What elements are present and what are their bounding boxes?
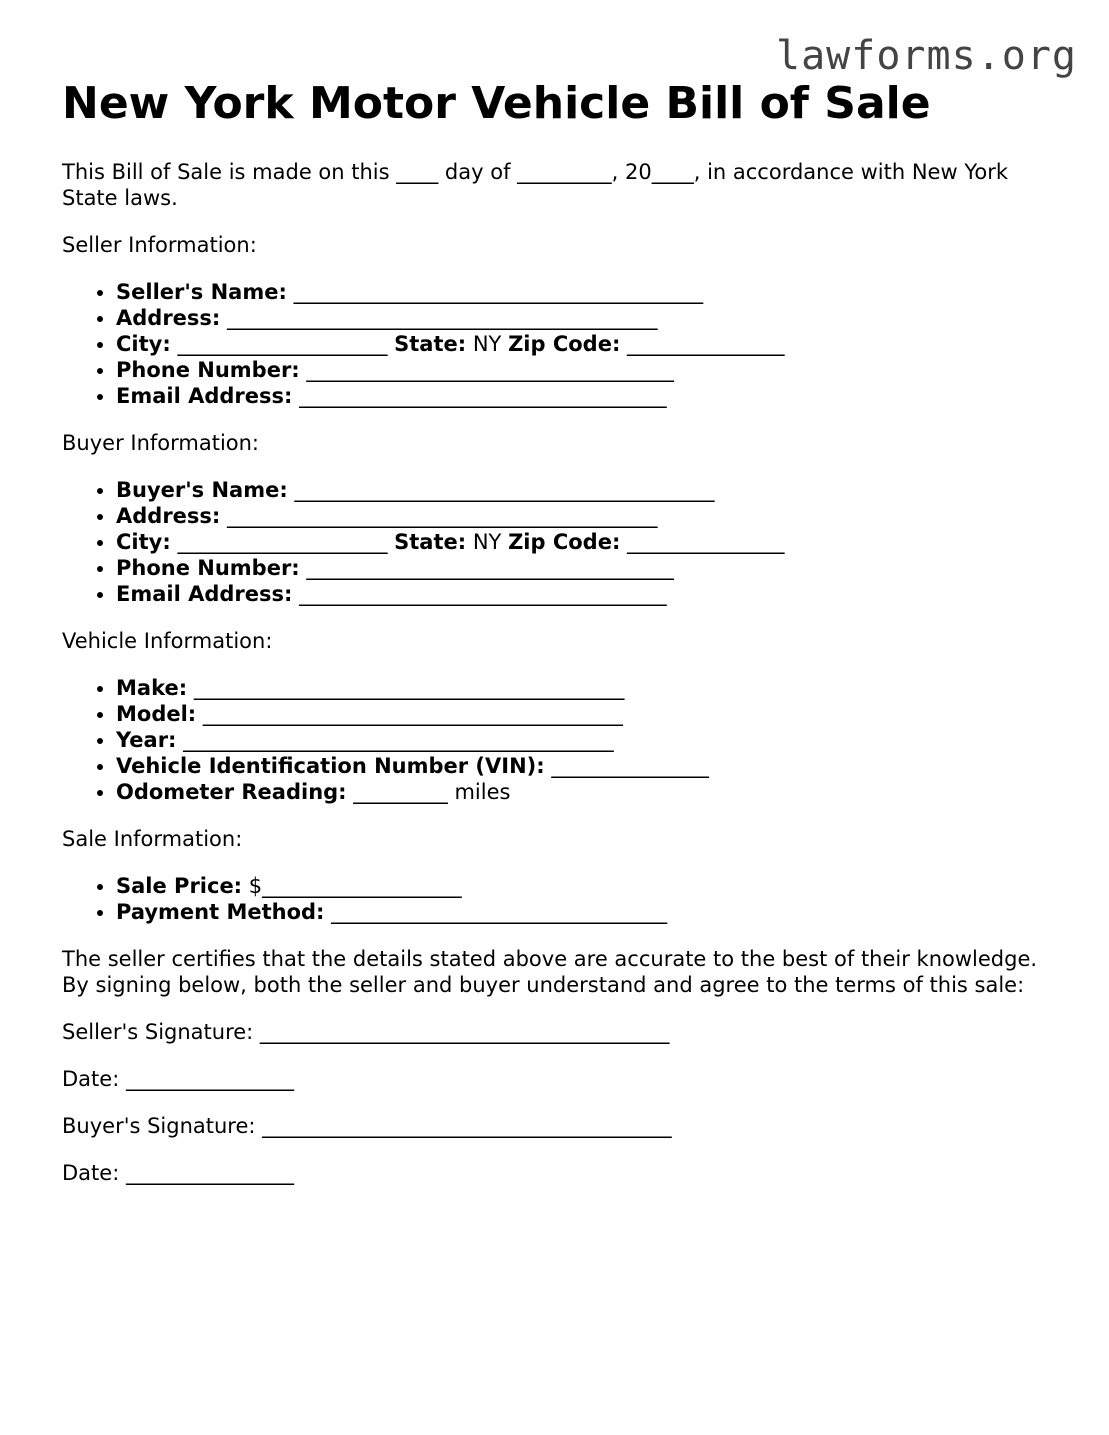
document-body bbox=[62, 159, 1062, 1207]
vehicle-year-field[interactable]: _________________________________________ bbox=[183, 728, 614, 752]
buyer-date-line[interactable]: Date: ________________ bbox=[62, 1161, 294, 1185]
sale-price-field[interactable]: $___________________ bbox=[248, 874, 462, 898]
odometer-unit: miles bbox=[454, 780, 511, 804]
seller-zip-field[interactable]: _______________ bbox=[627, 332, 785, 356]
field-label: Make: bbox=[116, 676, 188, 700]
field-label: City: bbox=[116, 530, 171, 554]
buyer-state-value: NY bbox=[472, 530, 502, 554]
seller-section-heading: Seller Information: bbox=[62, 233, 257, 257]
field-label: City: bbox=[116, 332, 171, 356]
vehicle-info-list bbox=[62, 675, 1062, 805]
seller-phone-field[interactable]: ___________________________________ bbox=[306, 358, 674, 382]
field-label: Email Address: bbox=[116, 582, 293, 606]
field-label: Sale Price: bbox=[116, 874, 243, 898]
buyer-address-item bbox=[116, 503, 1062, 529]
field-label: Phone Number: bbox=[116, 358, 300, 382]
buyer-name-field[interactable]: ________________________________________ bbox=[294, 478, 715, 502]
buyer-city-item bbox=[116, 529, 1062, 555]
buyer-zip-field[interactable]: _______________ bbox=[627, 530, 785, 554]
buyer-signature-line[interactable]: Buyer's Signature: _______________________________________ bbox=[62, 1114, 672, 1138]
seller-signature-line[interactable]: Seller's Signature: _______________________________________ bbox=[62, 1020, 670, 1044]
payment-method-field[interactable]: ________________________________ bbox=[331, 900, 668, 924]
watermark: lawforms.org bbox=[776, 33, 1077, 79]
seller-date-line[interactable]: Date: ________________ bbox=[62, 1067, 294, 1091]
vehicle-make-item bbox=[116, 675, 1062, 701]
seller-state-value: NY bbox=[472, 332, 502, 356]
seller-city-field[interactable]: ____________________ bbox=[177, 332, 388, 356]
seller-email-field[interactable]: ___________________________________ bbox=[299, 384, 667, 408]
sale-price-item bbox=[116, 873, 1062, 899]
field-label: Zip Code: bbox=[508, 530, 621, 554]
payment-method-item bbox=[116, 899, 1062, 925]
buyer-email-item bbox=[116, 581, 1062, 607]
page-title: New York Motor Vehicle Bill of Sale bbox=[62, 78, 931, 129]
vehicle-year-item bbox=[116, 727, 1062, 753]
vehicle-vin-item bbox=[116, 753, 1062, 779]
field-label: Zip Code: bbox=[508, 332, 621, 356]
field-label: Address: bbox=[116, 504, 221, 528]
buyer-email-field[interactable]: ___________________________________ bbox=[299, 582, 667, 606]
vehicle-model-field[interactable]: ________________________________________ bbox=[202, 702, 623, 726]
vehicle-make-field[interactable]: _________________________________________ bbox=[193, 676, 625, 700]
buyer-phone-item bbox=[116, 555, 1062, 581]
vehicle-vin-field[interactable]: _______________ bbox=[551, 754, 709, 778]
buyer-name-item bbox=[116, 477, 1062, 503]
vehicle-section-heading: Vehicle Information: bbox=[62, 629, 273, 653]
vehicle-odometer-field[interactable]: _________ bbox=[353, 780, 448, 804]
buyer-address-field[interactable]: _________________________________________ bbox=[227, 504, 658, 528]
field-label: Model: bbox=[116, 702, 197, 726]
field-label: Email Address: bbox=[116, 384, 293, 408]
field-label: Odometer Reading: bbox=[116, 780, 347, 804]
field-label: Vehicle Identification Number (VIN): bbox=[116, 754, 545, 778]
seller-info-list bbox=[62, 279, 1062, 409]
field-label: Payment Method: bbox=[116, 900, 325, 924]
seller-address-field[interactable]: _________________________________________ bbox=[227, 306, 658, 330]
seller-phone-item bbox=[116, 357, 1062, 383]
vehicle-model-item bbox=[116, 701, 1062, 727]
field-label: State: bbox=[394, 332, 467, 356]
sale-info-list bbox=[62, 873, 1062, 925]
seller-name-field[interactable]: _______________________________________ bbox=[293, 280, 704, 304]
seller-name-item bbox=[116, 279, 1062, 305]
field-label: State: bbox=[394, 530, 467, 554]
field-label: Seller's Name: bbox=[116, 280, 287, 304]
field-label: Address: bbox=[116, 306, 221, 330]
buyer-info-list bbox=[62, 477, 1062, 607]
intro-paragraph: This Bill of Sale is made on this ____ day of _________, 20____, in accordance with New York State laws. bbox=[62, 160, 1008, 210]
certification-paragraph: The seller certifies that the details stated above are accurate to the best of their knowledge. By signing below, both the seller and buyer understand and agree to the terms of this sale: bbox=[62, 947, 1038, 997]
seller-email-item bbox=[116, 383, 1062, 409]
seller-city-item bbox=[116, 331, 1062, 357]
field-label: Buyer's Name: bbox=[116, 478, 288, 502]
buyer-section-heading: Buyer Information: bbox=[62, 431, 260, 455]
vehicle-odometer-item bbox=[116, 779, 1062, 805]
field-label: Phone Number: bbox=[116, 556, 300, 580]
buyer-city-field[interactable]: ____________________ bbox=[177, 530, 388, 554]
sale-section-heading: Sale Information: bbox=[62, 827, 243, 851]
field-label: Year: bbox=[116, 728, 177, 752]
buyer-phone-field[interactable]: ___________________________________ bbox=[306, 556, 674, 580]
seller-address-item bbox=[116, 305, 1062, 331]
